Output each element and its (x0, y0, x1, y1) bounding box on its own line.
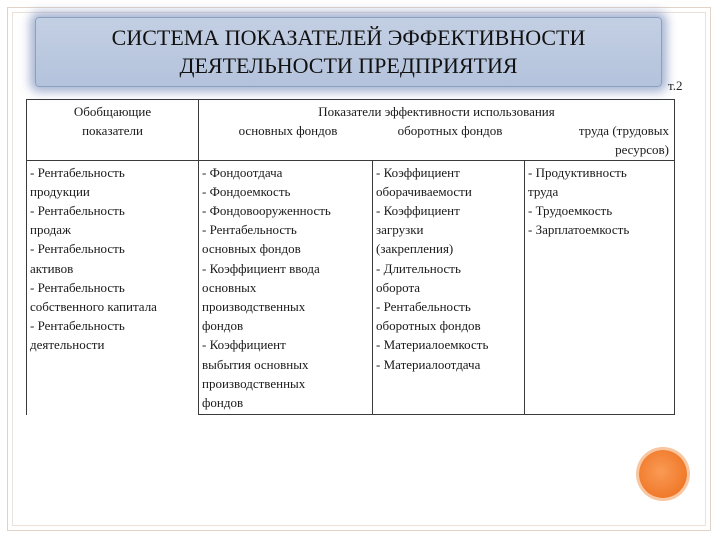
cell-generalizing: - Рентабельность продукции - Рентабельность продаж - Рентабельность активов - Рентабельность собственного капитала - Рентабельность деятельности (27, 160, 199, 415)
header-subcolumns (202, 121, 671, 159)
indicators-table (26, 99, 675, 415)
slide-title-line-2: ДЕЯТЕЛЬНОСТИ ПРЕДПРИЯТИЯ (179, 53, 518, 78)
subheader-fixed-assets: основных фондов (238, 123, 338, 139)
cell-labor: - Продуктивность труда - Трудоемкость - Зарплатоемкость (525, 160, 675, 415)
header-generalizing: Обобщающие показатели (27, 100, 199, 161)
slide-title-box (35, 17, 662, 87)
slide-number: т.2 (668, 78, 683, 93)
cell-current-assets: - Коэффициент оборачиваемости - Коэффициент загрузки (закрепления) - Длительность оборота - Рентабельность оборотных фондов - Материалоемкость - Материалоотдача (373, 160, 525, 415)
table-row (27, 160, 675, 415)
cell-fixed-assets: - Фондоотдача - Фондоемкость - Фондовооруженность - Рентабельность основных фондов - Коэффициент ввода основных производственных фондов - Коэффициент выбытия основных производственных фондов (199, 160, 373, 415)
header-group-title: Показатели эффективности использования (318, 104, 555, 119)
subheader-labor: труда (трудовых ресурсов) (578, 123, 669, 158)
table-header-row (27, 100, 675, 161)
decorative-orange-circle (639, 450, 687, 498)
slide-title-line-1: СИСТЕМА ПОКАЗАТЕЛЕЙ ЭФФЕКТИВНОСТИ (111, 25, 586, 50)
subheader-current-assets: оборотных фондов (397, 123, 503, 139)
header-efficiency-group (199, 100, 675, 161)
